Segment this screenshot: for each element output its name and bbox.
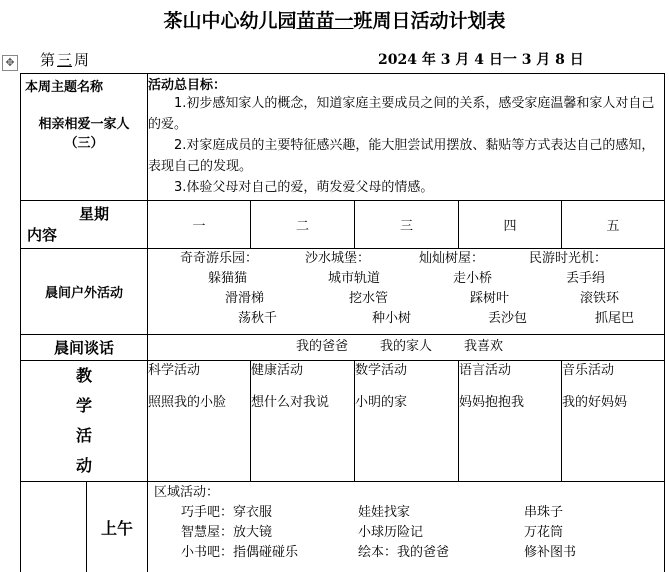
week-number: 三 [55, 51, 74, 69]
outdoor-activity: 荡秋千 [238, 309, 277, 329]
theme-cell [21, 74, 148, 201]
activity-name: 想什么对我说 [251, 393, 354, 413]
activity-type: 音乐活动 [562, 361, 664, 381]
outdoor-activity: 走小桥 [453, 269, 492, 289]
day-friday: 五 [562, 201, 665, 249]
zone-name: 民游时光机： [529, 249, 607, 269]
activity-name: 照照我的小脸 [148, 393, 250, 413]
goal-item: 2.对家庭成员的主要特征感兴趣，能大胆尝试用摆放、黏贴等方式表达自己的感知，表现自己的发现。 [148, 135, 664, 177]
region-item: 绘本：我的爸爸 [358, 543, 449, 563]
title-class-name: 苗苗一 [296, 10, 353, 32]
region-grid [148, 482, 664, 572]
talk-topic: 我的家人 [380, 337, 432, 357]
content-label: 内容 [21, 224, 147, 245]
region-item: 修补图书 [524, 543, 576, 563]
goals-cell [148, 74, 665, 201]
goals-heading: 活动总目标： [148, 74, 664, 93]
theme-label: 本周主题名称 [21, 74, 147, 97]
outdoor-activity: 挖水管 [349, 289, 388, 309]
day-label: 星期 [21, 201, 147, 224]
teaching-activity [148, 361, 251, 482]
theme-row [21, 74, 665, 201]
activity-type: 健康活动 [251, 361, 354, 381]
morning-label: 上午 [87, 482, 148, 572]
teaching-activity [562, 361, 665, 482]
day-tuesday: 二 [251, 201, 355, 249]
goal-item: 3.体验父母对自己的爱，萌发爱父母的情感。 [148, 177, 664, 198]
goal-item: 1.初步感知家人的概念，知道家庭主要成员之间的关系，感受家庭温馨和家人对自己的爱。 [148, 93, 664, 135]
weekday-header-row [21, 201, 665, 249]
outdoor-activity: 躲猫猫 [208, 269, 247, 289]
week-suffix: 周 [74, 51, 89, 69]
title-suffix: 班周日活动计划表 [354, 10, 506, 32]
talk-label: 晨间谈话 [21, 335, 148, 361]
teaching-label [21, 361, 148, 482]
outdoor-cell [148, 249, 665, 335]
talk-topic: 我喜欢 [464, 337, 503, 357]
activity-name: 小明的家 [355, 393, 458, 413]
teaching-activity [355, 361, 459, 482]
region-item: 娃娃找家 [358, 503, 410, 523]
date-range: 2024 年 3 月 4 日一 3 月 8 日 [378, 49, 584, 69]
activity-type: 语言活动 [459, 361, 561, 381]
region-item: 智慧屋：放大镜 [181, 523, 272, 543]
region-item: 万花筒 [524, 523, 563, 543]
talk-row [21, 335, 665, 361]
outdoor-activity: 丢沙包 [488, 309, 527, 329]
teaching-char: 动 [21, 451, 147, 481]
outdoor-activity: 丢手绢 [566, 269, 605, 289]
outdoor-row [21, 249, 665, 335]
page-title [0, 6, 669, 33]
talk-topics [148, 335, 664, 359]
week-label [40, 49, 89, 70]
table-move-handle-icon[interactable]: ✥ [2, 55, 18, 71]
region-item: 巧手吧：穿衣服 [181, 503, 272, 523]
outdoor-activity: 滚铁环 [580, 289, 619, 309]
region-item: 小球历险记 [358, 523, 423, 543]
outdoor-activity: 城市轨道 [328, 269, 380, 289]
outdoor-activity: 踩树叶 [470, 289, 509, 309]
theme-name [21, 115, 147, 153]
teaching-activity [459, 361, 562, 482]
day-monday: 一 [148, 201, 251, 249]
outdoor-activity: 抓尾巴 [595, 309, 634, 329]
teaching-char: 活 [21, 421, 147, 451]
teaching-char: 学 [21, 391, 147, 421]
theme-name-line1: 相亲相爱一家人 [21, 115, 147, 134]
activity-type: 科学活动 [148, 361, 250, 381]
day-thursday: 四 [459, 201, 562, 249]
outdoor-label: 晨间户外活动 [21, 249, 148, 335]
theme-name-line2: （三） [21, 134, 147, 153]
region-item: 串珠子 [524, 503, 563, 523]
outdoor-grid [148, 249, 664, 334]
activity-name: 我的好妈妈 [562, 393, 664, 413]
outdoor-activity: 种小树 [372, 309, 411, 329]
day-content-header [21, 201, 148, 249]
zone-name: 沙水城堡： [305, 249, 370, 269]
morning-spacer [21, 482, 87, 572]
activity-type: 数学活动 [355, 361, 458, 381]
morning-row [21, 482, 665, 572]
week-prefix: 第 [40, 51, 55, 69]
zone-name: 奇奇游乐园： [180, 249, 258, 269]
region-item: 小书吧：指偶碰碰乐 [181, 543, 298, 563]
day-wednesday: 三 [355, 201, 459, 249]
teaching-row [21, 361, 665, 482]
title-prefix: 茶山中心幼儿园 [163, 10, 296, 32]
activity-name: 妈妈抱抱我 [459, 393, 561, 413]
talk-cell [148, 335, 665, 361]
outdoor-activity: 滑滑梯 [225, 289, 264, 309]
talk-topic: 我的爸爸 [296, 337, 348, 357]
teaching-char: 教 [21, 361, 147, 391]
region-cell [148, 482, 665, 572]
region-heading: 区域活动： [154, 483, 219, 503]
zone-name: 灿灿树屋： [419, 249, 484, 269]
teaching-activity [251, 361, 355, 482]
activity-plan-table [20, 73, 665, 572]
